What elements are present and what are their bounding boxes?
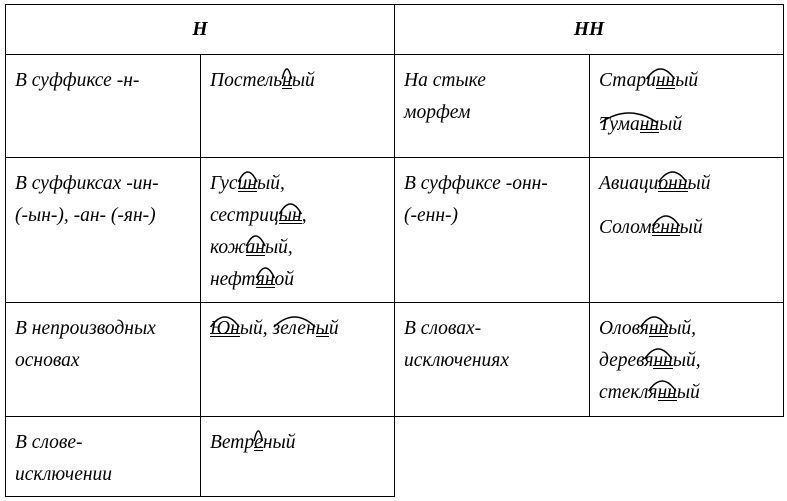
rule-line: основах (15, 350, 80, 371)
double-underline-mark: Юн (210, 318, 240, 339)
suffix-arc-mark (282, 70, 292, 91)
nn-rule-cell (395, 303, 590, 417)
example-word: Ветре ный (210, 427, 386, 459)
double-underline-mark: енн (651, 217, 680, 238)
example-word: Авиационн ый (599, 168, 775, 200)
header-nn: НН (395, 5, 784, 55)
suffix-arc-mark (238, 173, 257, 194)
double-underline-mark: ян (255, 269, 275, 290)
suffix-arc-mark (256, 269, 275, 290)
empty-cell (395, 417, 590, 497)
double-underline-mark: нн (639, 114, 660, 135)
header-row (6, 5, 784, 55)
double-underline-mark: нн (655, 70, 676, 91)
suffix-arc-mark: Туманн (599, 114, 659, 135)
example-word: Соломенн ый (599, 212, 775, 244)
example-word: Старинн ый (599, 65, 775, 97)
spelling-rules-table (5, 4, 784, 497)
double-underline-mark: онн (658, 173, 688, 194)
double-underline-mark: нн (657, 382, 677, 403)
n-rule-cell (6, 417, 201, 497)
example-line (210, 313, 386, 345)
example-word: сестрицын , (210, 200, 386, 232)
example-word: Туманн ый (599, 109, 775, 141)
suffix-arc-mark (279, 205, 302, 226)
rule-line: исключениях (404, 350, 510, 371)
example-word: Юн ый, (210, 318, 268, 339)
rule-line: В слове- (15, 432, 83, 453)
n-example-cell (201, 303, 395, 417)
double-underline-mark: ын (278, 205, 302, 226)
n-example-cell (201, 55, 395, 158)
suffix-arc-mark (254, 432, 263, 453)
nn-example-cell (590, 158, 784, 303)
double-underline-mark: е (254, 432, 263, 453)
example-word: стеклянн ый (599, 377, 775, 409)
double-underline-mark: ан (245, 237, 265, 258)
table-row (6, 303, 784, 417)
suffix-arc-mark: янн (640, 318, 668, 339)
nn-example-cell (590, 303, 784, 417)
suffix-arc-mark (652, 217, 680, 238)
suffix-arc-mark (246, 237, 265, 258)
header-n: Н (6, 5, 395, 55)
nn-rule-cell (395, 55, 590, 158)
double-underline-mark: н (282, 70, 292, 91)
double-underline-mark: нн (653, 350, 673, 371)
rule-line: В словах- (404, 318, 482, 339)
example-word: деревянн ый, (599, 345, 775, 377)
suffix-arc-mark: инн (646, 70, 675, 91)
rule-line: исключении (15, 464, 113, 485)
suffix-arc-mark: зелен (273, 318, 316, 339)
table-row (6, 55, 784, 158)
n-example-cell (201, 158, 395, 303)
rule-line: морфем (404, 102, 471, 123)
n-rule-cell (6, 55, 201, 158)
rule-line: В суффиксе -онн- (404, 173, 548, 194)
example-word: Постельн ый (210, 65, 386, 97)
suffix-arc-mark: янн (648, 382, 676, 403)
n-example-cell (201, 417, 395, 497)
rule-line: На стыке (404, 70, 486, 91)
nn-example-cell (590, 55, 784, 158)
n-rule-cell (6, 303, 201, 417)
double-underline-mark: нн (648, 318, 669, 339)
rule-line: В непроизводных (15, 318, 156, 339)
nn-rule-cell (395, 158, 590, 303)
example-word: нефтян ой (210, 264, 386, 296)
double-underline-mark: ы (315, 318, 329, 339)
double-underline-mark: ин (237, 173, 258, 194)
example-word: зелен ы й (268, 318, 339, 339)
rule-line: (-ын-), -ан- (-ян-) (15, 205, 156, 226)
suffix-arc-mark (658, 173, 687, 194)
example-word: кожан ый, (210, 232, 386, 264)
suffix-arc-mark: янн (644, 350, 672, 371)
rule-line: В суффиксе -н- (15, 70, 140, 91)
rule-line: В суффиксах -ин- (15, 173, 159, 194)
suffix-arc-mark (210, 318, 240, 339)
example-word: Оловянн ый, (599, 313, 775, 345)
table-row (6, 417, 784, 497)
n-rule-cell (6, 158, 201, 303)
empty-cell (590, 417, 784, 497)
rule-line: (-енн-) (404, 205, 458, 226)
example-word: Гусин ый, (210, 168, 386, 200)
table-row (6, 158, 784, 303)
